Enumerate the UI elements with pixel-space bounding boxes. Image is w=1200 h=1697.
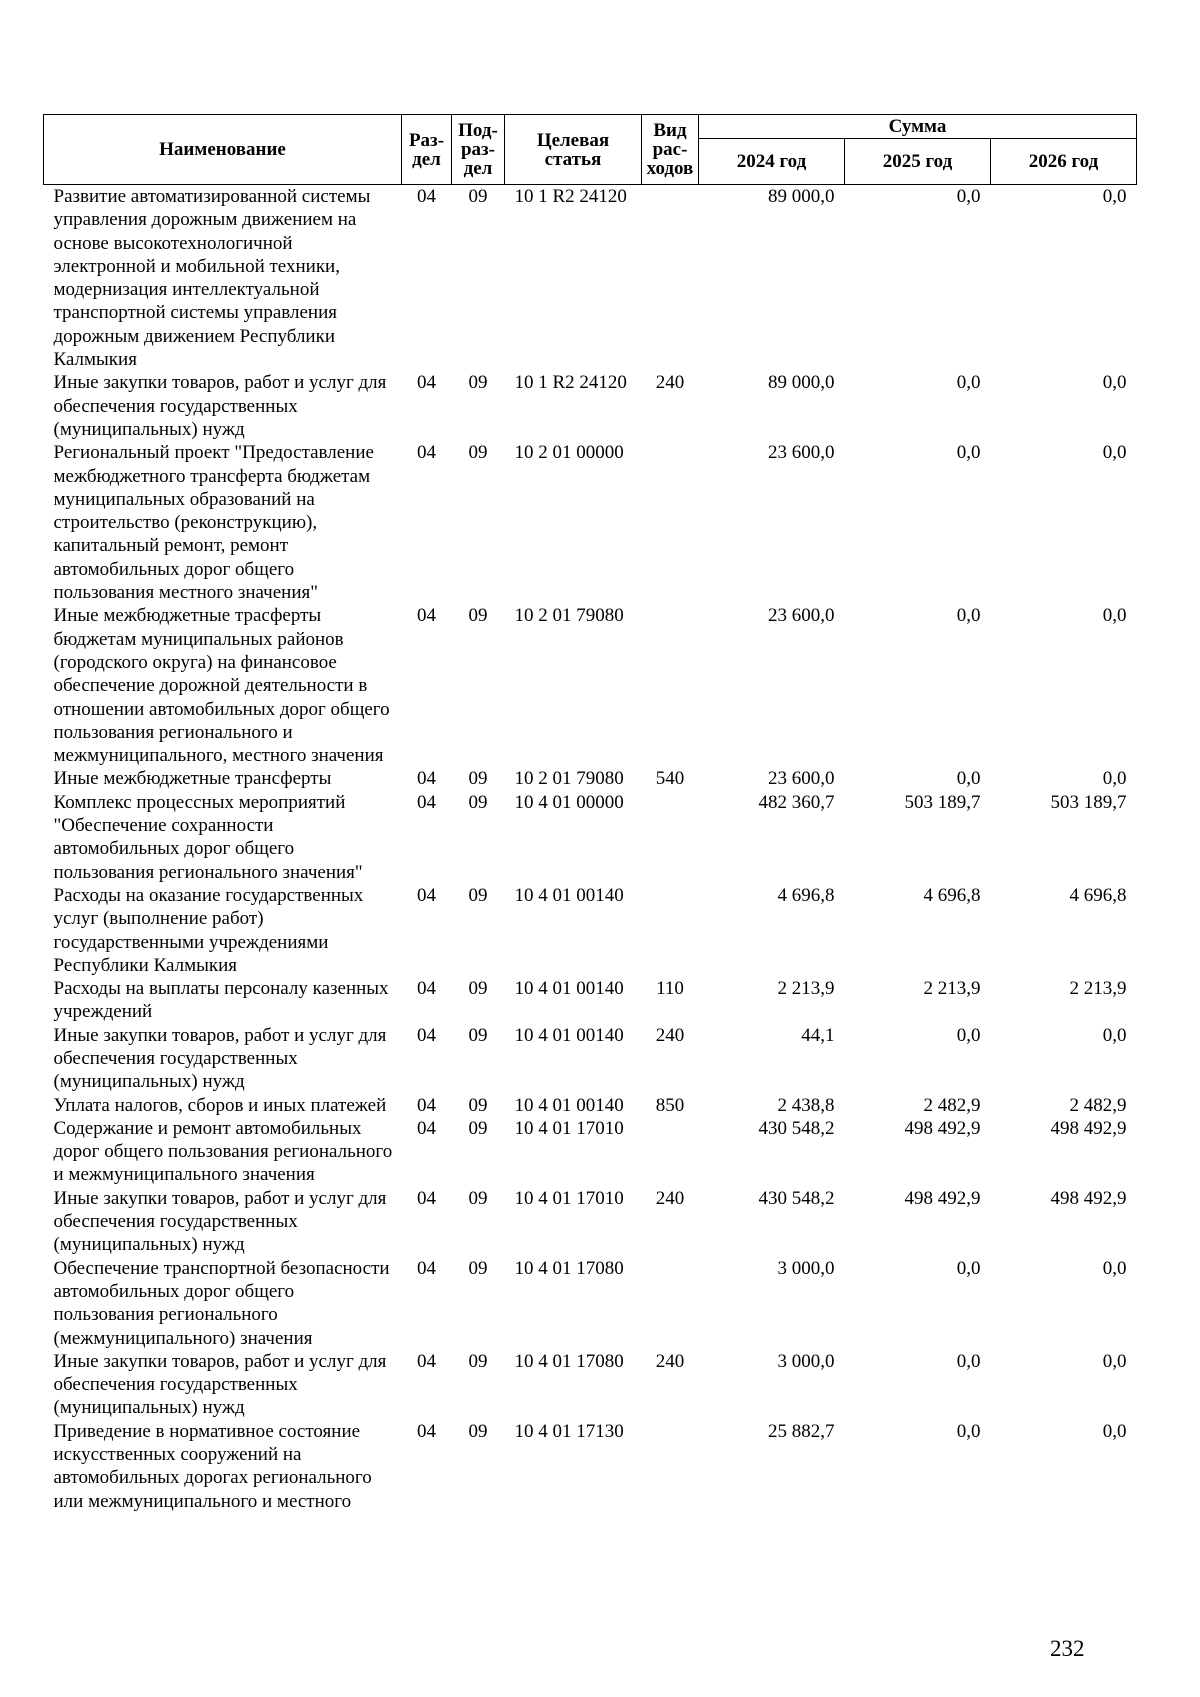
- cell-2026: 0,0: [1102, 1257, 1127, 1279]
- cell-2026: 0,0: [1102, 768, 1127, 790]
- cell-2025: 0,0: [956, 442, 981, 464]
- header-razdel: Раз- дел: [402, 115, 452, 185]
- cell-vid: 240: [655, 372, 685, 394]
- cell-2025: 0,0: [956, 1024, 981, 1046]
- cell-target: 10 4 01 17010: [514, 1117, 624, 1139]
- cell-2026: 2 213,9: [1069, 978, 1127, 1000]
- budget-table: [43, 114, 1137, 1513]
- cell-2025: 0,0: [956, 186, 981, 207]
- cell-razdel: 04: [417, 1257, 436, 1279]
- cell-vid: 850: [655, 1094, 685, 1116]
- cell-razdel: 04: [417, 768, 436, 790]
- cell-2026: 0,0: [1102, 605, 1127, 627]
- cell-name: Иные закупки товаров, работ и услуг для обеспечения государственных (муниципальных) нужд: [53, 372, 387, 440]
- cell-razdel: 04: [417, 978, 436, 1000]
- cell-2025: 503 189,7: [904, 791, 981, 813]
- cell-name: Иные закупки товаров, работ и услуг для обеспечения государственных (муниципальных) нужд: [53, 1187, 387, 1256]
- cell-2025: 0,0: [956, 1420, 981, 1442]
- cell-2025: 0,0: [956, 605, 981, 627]
- cell-target: 10 4 01 17080: [514, 1350, 624, 1372]
- cell-2025: 498 492,9: [904, 1187, 981, 1209]
- cell-2024: 25 882,7: [768, 1420, 835, 1442]
- cell-target: 10 4 01 17010: [514, 1187, 624, 1209]
- cell-podrazdel: 09: [468, 1420, 488, 1442]
- cell-2024: 44,1: [801, 1024, 835, 1046]
- cell-2024: 430 548,2: [758, 1117, 835, 1139]
- table-row: [44, 1257, 1137, 1350]
- cell-target: 10 4 01 00140: [514, 1094, 624, 1116]
- cell-vid: 240: [655, 1350, 685, 1372]
- cell-2024: 89 000,0: [768, 372, 835, 394]
- cell-name: Приведение в нормативное состояние искусственных сооружений на автомобильных дорогах регионального или межмуниципального и местного: [53, 1420, 372, 1512]
- cell-vid: [642, 441, 699, 604]
- cell-2024: 3 000,0: [777, 1350, 835, 1372]
- cell-razdel: 04: [417, 1094, 436, 1116]
- cell-razdel: 04: [417, 442, 436, 464]
- cell-podrazdel: 09: [468, 1117, 488, 1139]
- page-number: 232: [1050, 1636, 1085, 1661]
- cell-razdel: 04: [417, 186, 436, 207]
- cell-vid: [642, 1420, 699, 1513]
- table-row: [44, 441, 1137, 604]
- cell-2024: 2 438,8: [777, 1094, 835, 1116]
- cell-podrazdel: 09: [468, 978, 488, 1000]
- cell-razdel: 04: [417, 1117, 436, 1139]
- table-row: [44, 791, 1137, 884]
- table-row: [44, 1094, 1137, 1117]
- cell-vid: [642, 1117, 699, 1187]
- cell-target: 10 4 01 00140: [514, 1024, 624, 1046]
- cell-name: Иные закупки товаров, работ и услуг для обеспечения государственных (муниципальных) нужд: [53, 1024, 387, 1093]
- cell-2026: 498 492,9: [1050, 1187, 1127, 1209]
- cell-razdel: 04: [417, 1024, 436, 1046]
- cell-podrazdel: 09: [468, 1024, 488, 1046]
- cell-target: 10 4 01 00000: [514, 791, 624, 813]
- cell-2024: 2 213,9: [777, 978, 835, 1000]
- cell-target: 10 4 01 17130: [514, 1420, 624, 1442]
- cell-2026: 0,0: [1102, 442, 1127, 464]
- cell-2026: 0,0: [1102, 372, 1127, 394]
- header-sum: Сумма: [699, 115, 1137, 139]
- cell-2025: 2 213,9: [923, 978, 981, 1000]
- cell-2026: 0,0: [1102, 1350, 1127, 1372]
- cell-2026: 4 696,8: [1069, 884, 1127, 906]
- cell-target: 10 2 01 79080: [514, 768, 624, 790]
- cell-name: Обеспечение транспортной безопасности автомобильных дорог общего пользования регионального (межмуниципального) значения: [53, 1257, 390, 1349]
- cell-name: Расходы на выплаты персоналу казенных учреждений: [53, 978, 389, 1023]
- cell-2025: 2 482,9: [923, 1094, 981, 1116]
- table-row: [44, 604, 1137, 767]
- cell-podrazdel: 09: [468, 1094, 488, 1116]
- cell-2026: 498 492,9: [1050, 1117, 1127, 1139]
- table-row: [44, 977, 1137, 1024]
- cell-name: Содержание и ремонт автомобильных дорог общего пользования регионального и межмуниципального значения: [53, 1117, 393, 1186]
- cell-target: 10 1 R2 24120: [514, 372, 627, 394]
- cell-2026: 0,0: [1102, 1024, 1127, 1046]
- cell-vid: 110: [656, 978, 684, 1000]
- table-row: [44, 1117, 1137, 1187]
- cell-2026: 503 189,7: [1050, 791, 1127, 813]
- cell-vid: [642, 791, 699, 884]
- cell-target: 10 2 01 79080: [514, 605, 624, 627]
- header-podrazdel: Под- раз- дел: [452, 115, 505, 185]
- cell-podrazdel: 09: [468, 442, 488, 464]
- header-vid: Вид рас- ходов: [642, 115, 699, 185]
- cell-target: 10 4 01 00140: [514, 978, 624, 1000]
- cell-2024: 23 600,0: [768, 768, 835, 790]
- cell-2024: 23 600,0: [768, 442, 835, 464]
- table-row: [44, 1420, 1137, 1513]
- table-row: [44, 1187, 1137, 1257]
- cell-name: Иные межбюджетные трасферты бюджетам муниципальных районов (городского округа) на финансовое обеспечение дорожной деятельности в отношении автомобильных дорог общего пользования регионального и межмуниципального, местного значения: [53, 605, 390, 767]
- table-row: [44, 767, 1137, 790]
- cell-2024: 482 360,7: [758, 791, 835, 813]
- cell-podrazdel: 09: [468, 791, 488, 813]
- cell-2026: 2 482,9: [1069, 1094, 1127, 1116]
- cell-target: 10 1 R2 24120: [514, 186, 627, 207]
- cell-name: Комплекс процессных мероприятий "Обеспечение сохранности автомобильных дорог общего пользования регионального значения": [53, 791, 363, 883]
- cell-2025: 0,0: [956, 768, 981, 790]
- header-2024: 2024 год: [699, 139, 845, 185]
- cell-2026: 0,0: [1102, 1420, 1127, 1442]
- table-row: [44, 371, 1137, 441]
- cell-podrazdel: 09: [468, 1350, 488, 1372]
- cell-razdel: 04: [417, 605, 436, 627]
- table-row: [44, 884, 1137, 977]
- cell-podrazdel: 09: [468, 884, 488, 906]
- cell-vid: 240: [655, 1024, 685, 1046]
- cell-razdel: 04: [417, 1350, 436, 1372]
- cell-2024: 430 548,2: [758, 1187, 835, 1209]
- cell-razdel: 04: [417, 1187, 436, 1209]
- cell-podrazdel: 09: [468, 1187, 488, 1209]
- header-target: Целевая статья: [505, 115, 642, 185]
- cell-vid: [642, 185, 699, 372]
- cell-podrazdel: 09: [468, 1257, 488, 1279]
- cell-vid: [642, 604, 699, 767]
- header-2025: 2025 год: [845, 139, 991, 185]
- cell-2024: 23 600,0: [768, 605, 835, 627]
- cell-target: 10 2 01 00000: [514, 442, 624, 464]
- cell-name: Региональный проект "Предоставление межбюджетного трансферта бюджетам муниципальных образований на строительство (реконструкцию), капитальный ремонт, ремонт автомобильных дорог общего пользования местного значения": [53, 442, 374, 604]
- cell-2025: 0,0: [956, 1257, 981, 1279]
- cell-vid: 240: [655, 1187, 685, 1209]
- table-body: [44, 185, 1137, 1513]
- cell-name: Иные межбюджетные трансферты: [53, 768, 332, 790]
- cell-target: 10 4 01 17080: [514, 1257, 624, 1279]
- cell-name: Развитие автоматизированной системы управления дорожным движением на основе высокотехнологичной электронной и мобильной техники, модернизация интеллектуальной транспортной системы управления дорожным движением Республики Калмыкия: [53, 186, 371, 371]
- cell-2025: 0,0: [956, 372, 981, 394]
- cell-name: Расходы на оказание государственных услуг (выполнение работ) государственными учреждениями Республики Калмыкия: [53, 884, 364, 976]
- cell-2026: 0,0: [1102, 186, 1127, 207]
- cell-podrazdel: 09: [468, 372, 488, 394]
- table-row: [44, 185, 1137, 372]
- cell-2025: 498 492,9: [904, 1117, 981, 1139]
- cell-podrazdel: 09: [468, 605, 488, 627]
- table-row: [44, 1024, 1137, 1094]
- header-2026: 2026 год: [991, 139, 1137, 185]
- cell-target: 10 4 01 00140: [514, 884, 624, 906]
- cell-2025: 0,0: [956, 1350, 981, 1372]
- cell-vid: 540: [655, 768, 685, 790]
- cell-vid: [642, 884, 699, 977]
- cell-name: Иные закупки товаров, работ и услуг для обеспечения государственных (муниципальных) нужд: [53, 1350, 387, 1419]
- cell-name: Уплата налогов, сборов и иных платежей: [53, 1094, 387, 1116]
- cell-vid: [642, 1257, 699, 1350]
- cell-razdel: 04: [417, 1420, 436, 1442]
- cell-2024: 3 000,0: [777, 1257, 835, 1279]
- cell-2025: 4 696,8: [923, 884, 981, 906]
- cell-2024: 4 696,8: [777, 884, 835, 906]
- header-name: Наименование: [44, 115, 402, 185]
- table-header: [44, 115, 1137, 185]
- cell-razdel: 04: [417, 372, 436, 394]
- cell-razdel: 04: [417, 884, 436, 906]
- table-row: [44, 1350, 1137, 1420]
- cell-razdel: 04: [417, 791, 436, 813]
- cell-podrazdel: 09: [468, 768, 488, 790]
- cell-2024: 89 000,0: [768, 186, 835, 207]
- cell-podrazdel: 09: [468, 186, 488, 207]
